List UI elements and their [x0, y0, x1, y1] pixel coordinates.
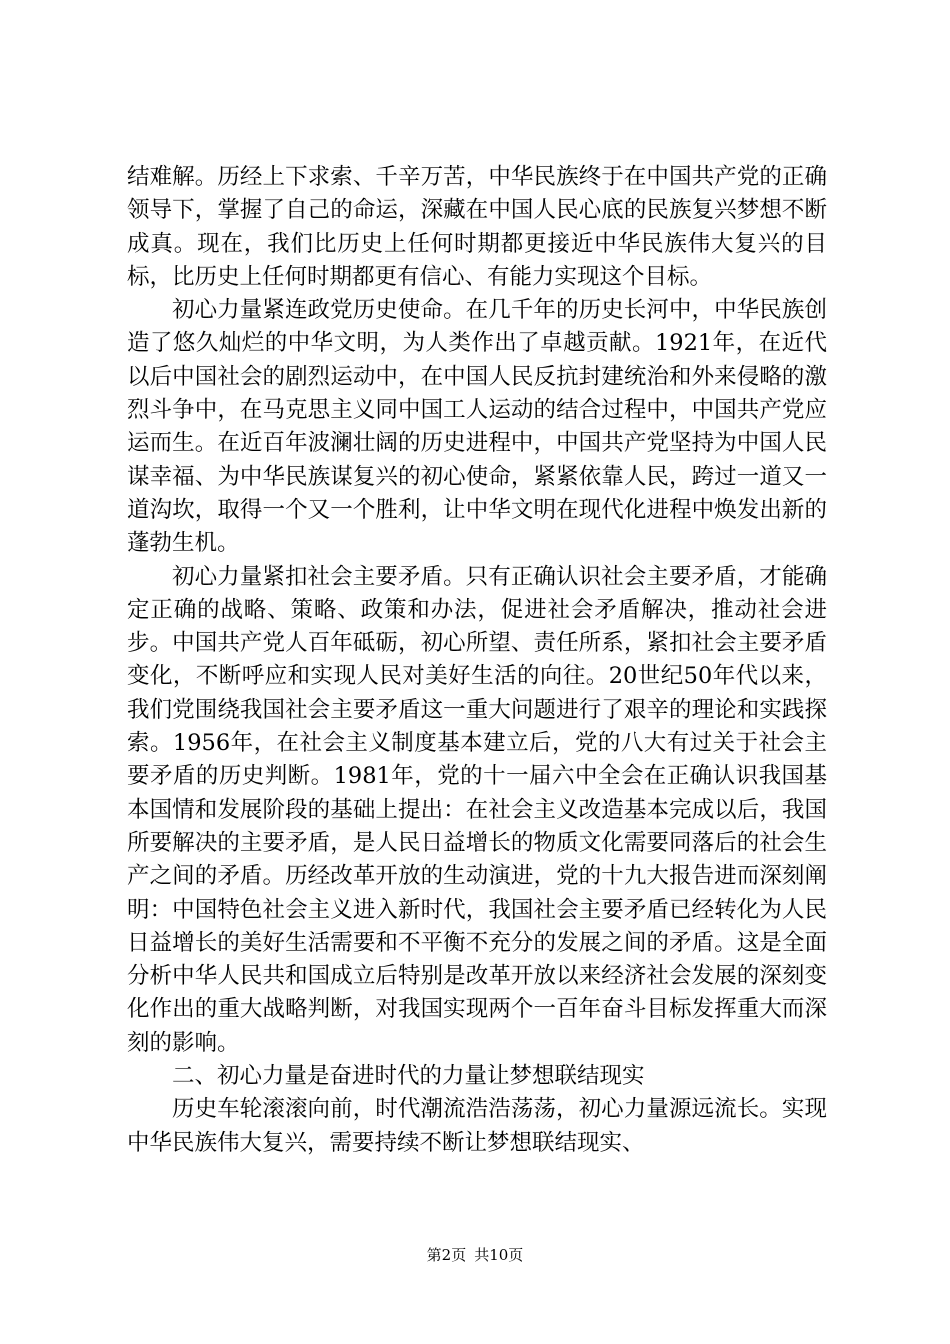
paragraph-party-mission: 初心力量紧连政党历史使命。在几千年的历史长河中，中华民族创造了悠久灿烂的中华文明，为人类作出了卓越贡献。1921年，在近代以后中国社会的剧烈运动中，在中国人民反抗封建统治和外来侵略的激烈斗争中，在马克思主义同中国工人运动的结合过程中，中国共产党应运而生。在近百年波澜壮阔的历史进程中，中国共产党坚持为中国人民谋幸福、为中华民族谋复兴的初心使命，紧紧依靠人民，跨过一道又一道沟坎，取得一个又一个胜利，让中华文明在现代化进程中焕发出新的蓬勃生机。 [127, 297, 827, 557]
document-body [127, 161, 827, 1160]
section-heading: 二、初心力量是奋进时代的力量让梦想联结现实 [172, 1063, 645, 1090]
paragraph-history-wheel: 历史车轮滚滚向前，时代潮流浩浩荡荡，初心力量源远流长。实现中华民族伟大复兴，需要持续不断让梦想联结现实、 [127, 1096, 827, 1156]
page-total: 共10页 [474, 1246, 524, 1264]
paragraph-continuation: 结难解。历经上下求索、千辛万苦，中华民族终于在中国共产党的正确领导下，掌握了自己的命运，深藏在中国人民心底的民族复兴梦想不断成真。现在，我们比历史上任何时期都更接近中华民族伟大复兴的目标，比历史上任何时期都更有信心、有能力实现这个目标。 [127, 164, 827, 290]
page-footer [0, 1244, 950, 1265]
page-number: 第2页 [426, 1246, 467, 1264]
paragraph-social-contradiction: 初心力量紧扣社会主要矛盾。只有正确认识社会主要矛盾，才能确定正确的战略、策略、政策和办法，促进社会矛盾解决，推动社会进步。中国共产党人百年砥砺，初心所望、责任所系，紧扣社会主要矛盾变化，不断呼应和实现人民对美好生活的向往。20世纪50年代以来，我们党围绕我国社会主要矛盾这一重大问题进行了艰辛的理论和实践探索。1956年，在社会主义制度基本建立后，党的八大有过关于社会主要矛盾的历史判断。1981年，党的十一届六中全会在正确认识我国基本国情和发展阶段的基础上提出：在社会主义改造基本完成以后，我国所要解决的主要矛盾，是人民日益增长的物质文化需要同落后的社会生产之间的矛盾。历经改革开放的生动演进，党的十九大报告进而深刻阐明：中国特色社会主义进入新时代，我国社会主要矛盾已经转化为人民日益增长的美好生活需要和不平衡不充分的发展之间的矛盾。这是全面分析中华人民共和国成立后特别是改革开放以来经济社会发展的深刻变化作出的重大战略判断，对我国实现两个一百年奋斗目标发挥重大而深刻的影响。 [127, 563, 827, 1056]
